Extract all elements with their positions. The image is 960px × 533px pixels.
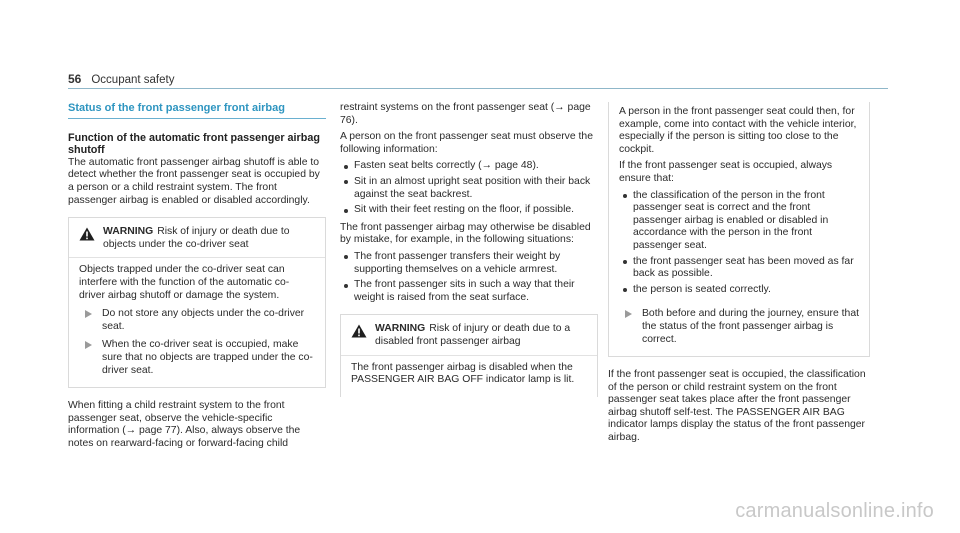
step-text: Do not store any objects under the co-driver seat. bbox=[102, 308, 305, 332]
continued-paragraph: restraint systems on the front passenger seat (→ page 76). bbox=[340, 102, 591, 126]
step-text: When the co-driver seat is occupied, make sure that no objects are trapped under the co-driver seat. bbox=[102, 339, 313, 376]
instruction-step bbox=[625, 308, 859, 346]
column-1 bbox=[68, 102, 326, 454]
classification-paragraph: If the front passenger seat is occupied, the classification of the person or child restraint system on the front passenger seat takes place after the front passenger airbag shutoff self-test. The PASSENGER AIR BAG indicator lamps display the status of the front passenger airbag. bbox=[608, 369, 866, 444]
warning-box-disabled-airbag bbox=[340, 314, 598, 396]
page-number: 56 bbox=[68, 72, 82, 86]
section-name: Occupant safety bbox=[91, 74, 175, 86]
page-header bbox=[68, 72, 174, 86]
warning-label: WARNING bbox=[375, 323, 426, 335]
instruction-step bbox=[85, 308, 315, 333]
warning-box-continued bbox=[608, 102, 870, 357]
list-item: Sit in an almost upright seat position with their back against the seat backrest. bbox=[340, 176, 598, 201]
seating-list bbox=[340, 160, 598, 216]
situations-list bbox=[340, 251, 598, 304]
list-item: The front passenger sits in such a way that their weight is raised from the seat surface. bbox=[340, 279, 598, 304]
step-text: Both before and during the journey, ensure that the status of the front passenger airbag is correct. bbox=[642, 308, 860, 345]
step-arrow-icon bbox=[85, 310, 92, 318]
warning-triangle-icon bbox=[351, 324, 367, 338]
header-divider bbox=[68, 88, 888, 89]
info-paragraph: A person on the front passenger seat must observe the following information: bbox=[340, 131, 593, 155]
section-title: Status of the front passenger front airbag bbox=[68, 102, 326, 119]
situations-paragraph: The front passenger airbag may otherwise be disabled by mistake, for example, in the following situations: bbox=[340, 221, 591, 246]
instruction-step bbox=[85, 339, 315, 377]
warning-headline: Risk of injury or death due to a disabled front passenger airbag bbox=[375, 323, 571, 347]
column-3 bbox=[608, 102, 870, 449]
warning-label: WARNING bbox=[103, 226, 154, 238]
step-arrow-icon bbox=[85, 341, 92, 349]
list-item: the classification of the person in the front passenger seat is correct and the front passenger airbag is enabled or disabled in accordance with the person in the front passenger seat. bbox=[619, 190, 859, 253]
warning-headline: Risk of injury or death due to objects under the co-driver seat bbox=[103, 226, 290, 250]
child-restraint-paragraph: When fitting a child restraint system to the front passenger seat, observe the vehicle-specific information (→ page 77). Also, always observe the notes on rearward-facing or forward-facing child bbox=[68, 400, 301, 449]
column-2 bbox=[340, 102, 598, 409]
list-item: the front passenger seat has been moved as far back as possible. bbox=[619, 256, 859, 281]
watermark: carmanualsonline.info bbox=[735, 500, 934, 522]
list-item: Fasten seat belts correctly (→ page 48). bbox=[340, 160, 598, 173]
warning-divider bbox=[341, 355, 597, 356]
warning-box-objects bbox=[68, 217, 326, 388]
box-paragraph: If the front passenger seat is occupied, always ensure that: bbox=[619, 160, 833, 184]
warning-triangle-icon bbox=[79, 227, 95, 241]
box-paragraph: A person in the front passenger seat could then, for example, come into contact with the vehicle interior, especially if the person is sitting too close to the cockpit. bbox=[619, 106, 857, 155]
warning-body: Objects trapped under the co-driver seat can interfere with the function of the automatic co-driver airbag shutoff or damage the system. bbox=[79, 264, 290, 301]
ensure-list bbox=[619, 190, 859, 297]
warning-body: The front passenger airbag is disabled when the PASSENGER AIR BAG OFF indicator lamp is lit. bbox=[351, 361, 575, 386]
step-arrow-icon bbox=[625, 310, 632, 318]
list-item: the person is seated correctly. bbox=[619, 284, 859, 297]
subheading: Function of the automatic front passenger airbag shutoff bbox=[68, 131, 320, 157]
intro-paragraph: The automatic front passenger airbag shutoff is able to detect whether the front passenger seat is occupied by a person or a child restraint system. The front passenger airbag is enabled or disabled accordingly. bbox=[68, 156, 320, 206]
list-item: Sit with their feet resting on the floor, if possible. bbox=[340, 204, 598, 217]
list-item: The front passenger transfers their weight by supporting themselves on a vehicle armrest. bbox=[340, 251, 598, 276]
warning-divider bbox=[69, 257, 325, 258]
